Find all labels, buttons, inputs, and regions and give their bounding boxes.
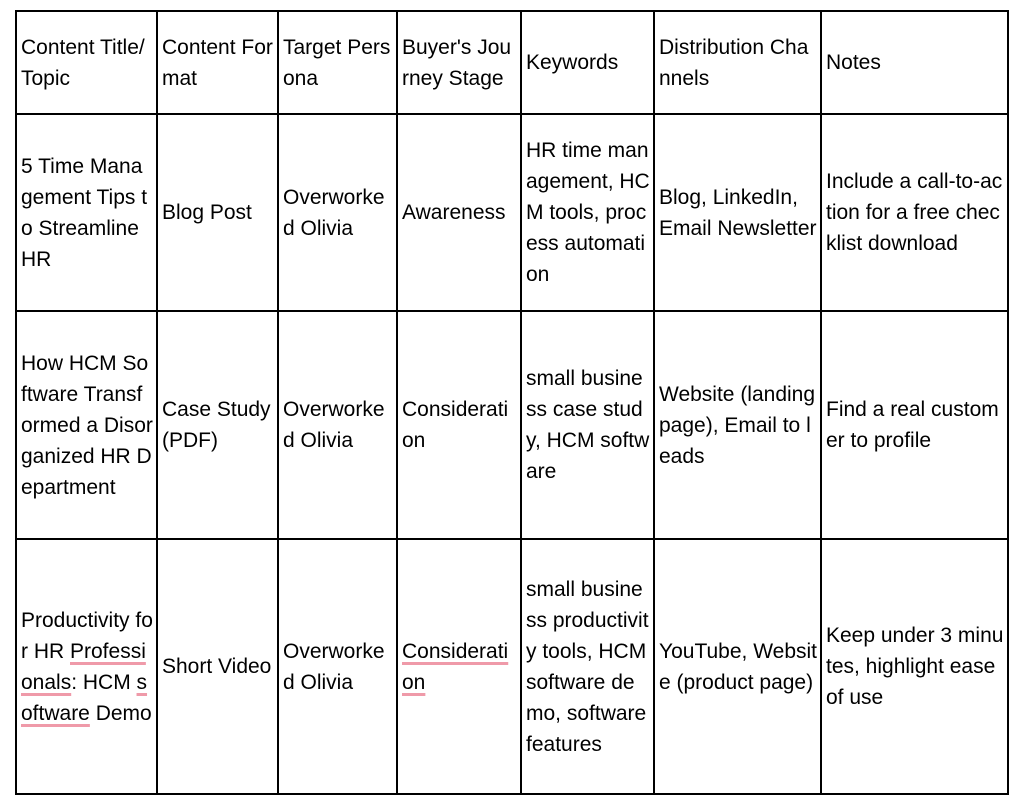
table-cell-format[interactable]: Case Study (PDF) [157,311,278,539]
table-cell-title[interactable] [16,539,157,794]
header-cell[interactable]: Distribution Channels [654,11,821,114]
table-cell-keywords[interactable]: HR time management, HCM tools, process automation [521,114,654,311]
table-cell-format[interactable]: Blog Post [157,114,278,311]
header-cell[interactable]: Notes [821,11,1008,114]
table-cell-notes[interactable]: Keep under 3 minutes, highlight ease of use [821,539,1008,794]
header-cell[interactable]: Target Persona [278,11,397,114]
spellcheck-word[interactable]: software [21,670,148,725]
table-cell-notes[interactable]: Find a real customer to profile [821,311,1008,539]
table-cell-channels[interactable]: Website (landing page), Email to leads [654,311,821,539]
table-cell-stage[interactable]: Awareness [397,114,521,311]
table-cell-keywords[interactable]: small business productivity tools, HCM software demo, software features [521,539,654,794]
header-cell[interactable]: Buyer's Journey Stage [397,11,521,114]
table-header-row [16,11,1008,114]
spellcheck-word[interactable]: Consideration [402,639,509,694]
table-row [16,539,1008,794]
spellcheck-word[interactable]: Professionals [21,639,146,694]
table-row [16,114,1008,311]
table-cell-title[interactable]: How HCM Software Transformed a Disorganized HR Department [16,311,157,539]
table-cell-stage[interactable]: Consideration [397,311,521,539]
table-cell-stage[interactable] [397,539,521,794]
header-cell[interactable]: Content Format [157,11,278,114]
title-text: Demo [89,701,152,725]
table-cell-format[interactable]: Short Video [157,539,278,794]
table-cell-channels[interactable]: Blog, LinkedIn, Email Newsletter [654,114,821,311]
header-cell[interactable]: Keywords [521,11,654,114]
table-cell-persona[interactable]: Overworked Olivia [278,539,397,794]
table-cell-channels[interactable]: YouTube, Website (product page) [654,539,821,794]
table-cell-persona[interactable]: Overworked Olivia [278,114,397,311]
header-cell[interactable]: Content Title/Topic [16,11,157,114]
table-row [16,311,1008,539]
table-cell-title[interactable]: 5 Time Management Tips to Streamline HR [16,114,157,311]
table-cell-notes[interactable]: Include a call-to-action for a free checklist download [821,114,1008,311]
title-text: Productivity for HR [21,608,153,663]
title-text: : HCM [71,670,137,694]
table-cell-keywords[interactable]: small business case study, HCM software [521,311,654,539]
content-plan-table [15,10,1009,795]
table-cell-persona[interactable]: Overworked Olivia [278,311,397,539]
